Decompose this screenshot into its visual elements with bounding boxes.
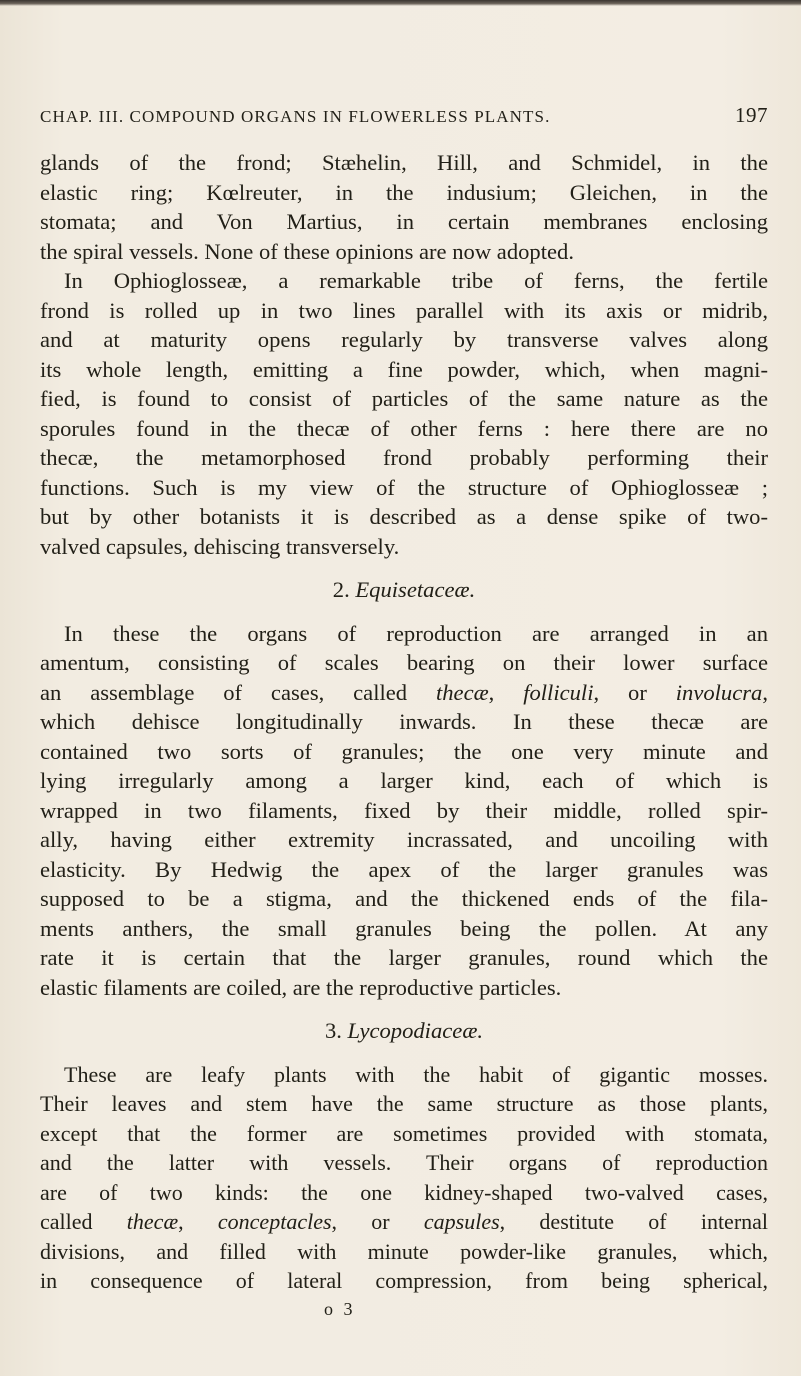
text-line: the spiral vessels. None of these opinions are now adopted. (40, 238, 574, 264)
body-text (40, 148, 768, 1325)
text-line: are of two kinds: the one kidney-shaped two-valved cases, (40, 1179, 768, 1205)
text-run: called (40, 1209, 127, 1234)
italic-term: thecæ (126, 1209, 179, 1234)
text-line: stomata; and Von Martius, in certain membranes enclosing (40, 209, 768, 234)
running-head-title: CHAP. III. COMPOUND ORGANS IN FLOWERLESS PLANTS. (40, 107, 551, 126)
text-run: , (178, 1209, 218, 1234)
text-run: , or (593, 679, 676, 705)
text-line: contained two sorts of granules; the one very minute and (40, 738, 768, 764)
text-line: amentum, consisting of scales bearing on their lower surface (40, 650, 768, 675)
text-line: thecæ, the metamorphosed frond probably performing their (40, 445, 768, 470)
section-heading-lycopodiaceae (40, 1016, 768, 1046)
text-line: In these the organs of reproduction are arranged in an (64, 620, 768, 646)
text-line: and at maturity opens regularly by transverse valves along (40, 327, 768, 352)
text-line (40, 678, 768, 708)
page-number: 197 (735, 103, 768, 127)
italic-term: capsules (423, 1209, 500, 1234)
text-line: rate it is certain that the larger granules, round which the (40, 945, 768, 970)
text-line: divisions, and filled with minute powder-like granules, which, (40, 1238, 768, 1264)
text-line: elastic ring; Kœlreuter, in the indusium; Gleichen, in the (40, 179, 768, 205)
text-line: in consequence of lateral compression, from being spherical, (40, 1268, 768, 1293)
text-line: Their leaves and stem have the same structure as those plants, (40, 1091, 768, 1116)
text-line: elasticity. By Hedwig the apex of the larger granules was (40, 856, 768, 882)
text-line: valved capsules, dehiscing transversely. (40, 533, 400, 559)
section3-paragraph (40, 1060, 768, 1296)
text-line: elastic filaments are coiled, are the reproductive particles. (40, 974, 562, 1000)
text-line: fied, is found to consist of particles of the same nature as the (40, 386, 768, 411)
signature-mark: o 3 (324, 1298, 356, 1319)
italic-term: involucra (675, 679, 763, 705)
text-run: , destitute of internal (499, 1209, 769, 1234)
text-line: frond is rolled up in two lines parallel with its axis or midrib, (40, 297, 768, 323)
section-number: 2. (332, 577, 350, 602)
text-line: glands of the frond; Stæhelin, Hill, and Schmidel, in the (40, 150, 768, 175)
text-line: and the latter with vessels. Their organs of reproduction (40, 1150, 768, 1175)
text-line: ments anthers, the small granules being the pollen. At any (40, 915, 768, 941)
text-line: which dehisce longitudinally inwards. In these thecæ are (40, 709, 768, 734)
text-line: In Ophioglosseæ, a remarkable tribe of ferns, the fertile (64, 268, 768, 293)
text-line: its whole length, emitting a fine powder, which, when magni- (40, 356, 768, 382)
text-line: wrapped in two filaments, fixed by their middle, rolled spir- (40, 797, 768, 823)
text-line: supposed to be a stigma, and the thickened ends of the fila- (40, 886, 768, 911)
section-number: 3. (324, 1018, 342, 1043)
section-title: Lycopodiaceæ. (347, 1018, 484, 1043)
text-line: but by other botanists it is described as a dense spike of two- (40, 504, 768, 529)
running-head (40, 103, 768, 133)
text-line: lying irregularly among a larger kind, each of which is (40, 768, 768, 793)
text-run: , (762, 679, 768, 705)
section-heading-equisetaceae (40, 575, 768, 605)
text-line: ally, having either extremity incrassated, and uncoiling with (40, 827, 768, 852)
text-line: These are leafy plants with the habit of gigantic mosses. (64, 1061, 768, 1087)
text-line (40, 1207, 768, 1237)
text-line: functions. Such is my view of the structure of Ophioglosseæ ; (40, 474, 768, 500)
text-run: , (488, 679, 524, 705)
section-title: Equisetaceæ. (355, 577, 476, 602)
page-top-edge (0, 0, 801, 6)
italic-term: folliculi (523, 679, 594, 705)
text-run: , or (331, 1209, 424, 1234)
italic-term: conceptacles (217, 1209, 332, 1234)
text-line: sporules found in the thecæ of other ferns : here there are no (40, 415, 768, 441)
text-line: except that the former are sometimes provided with stomata, (40, 1120, 768, 1146)
text-run: an assemblage of cases, called (40, 679, 436, 705)
italic-term: thecæ (435, 679, 489, 705)
